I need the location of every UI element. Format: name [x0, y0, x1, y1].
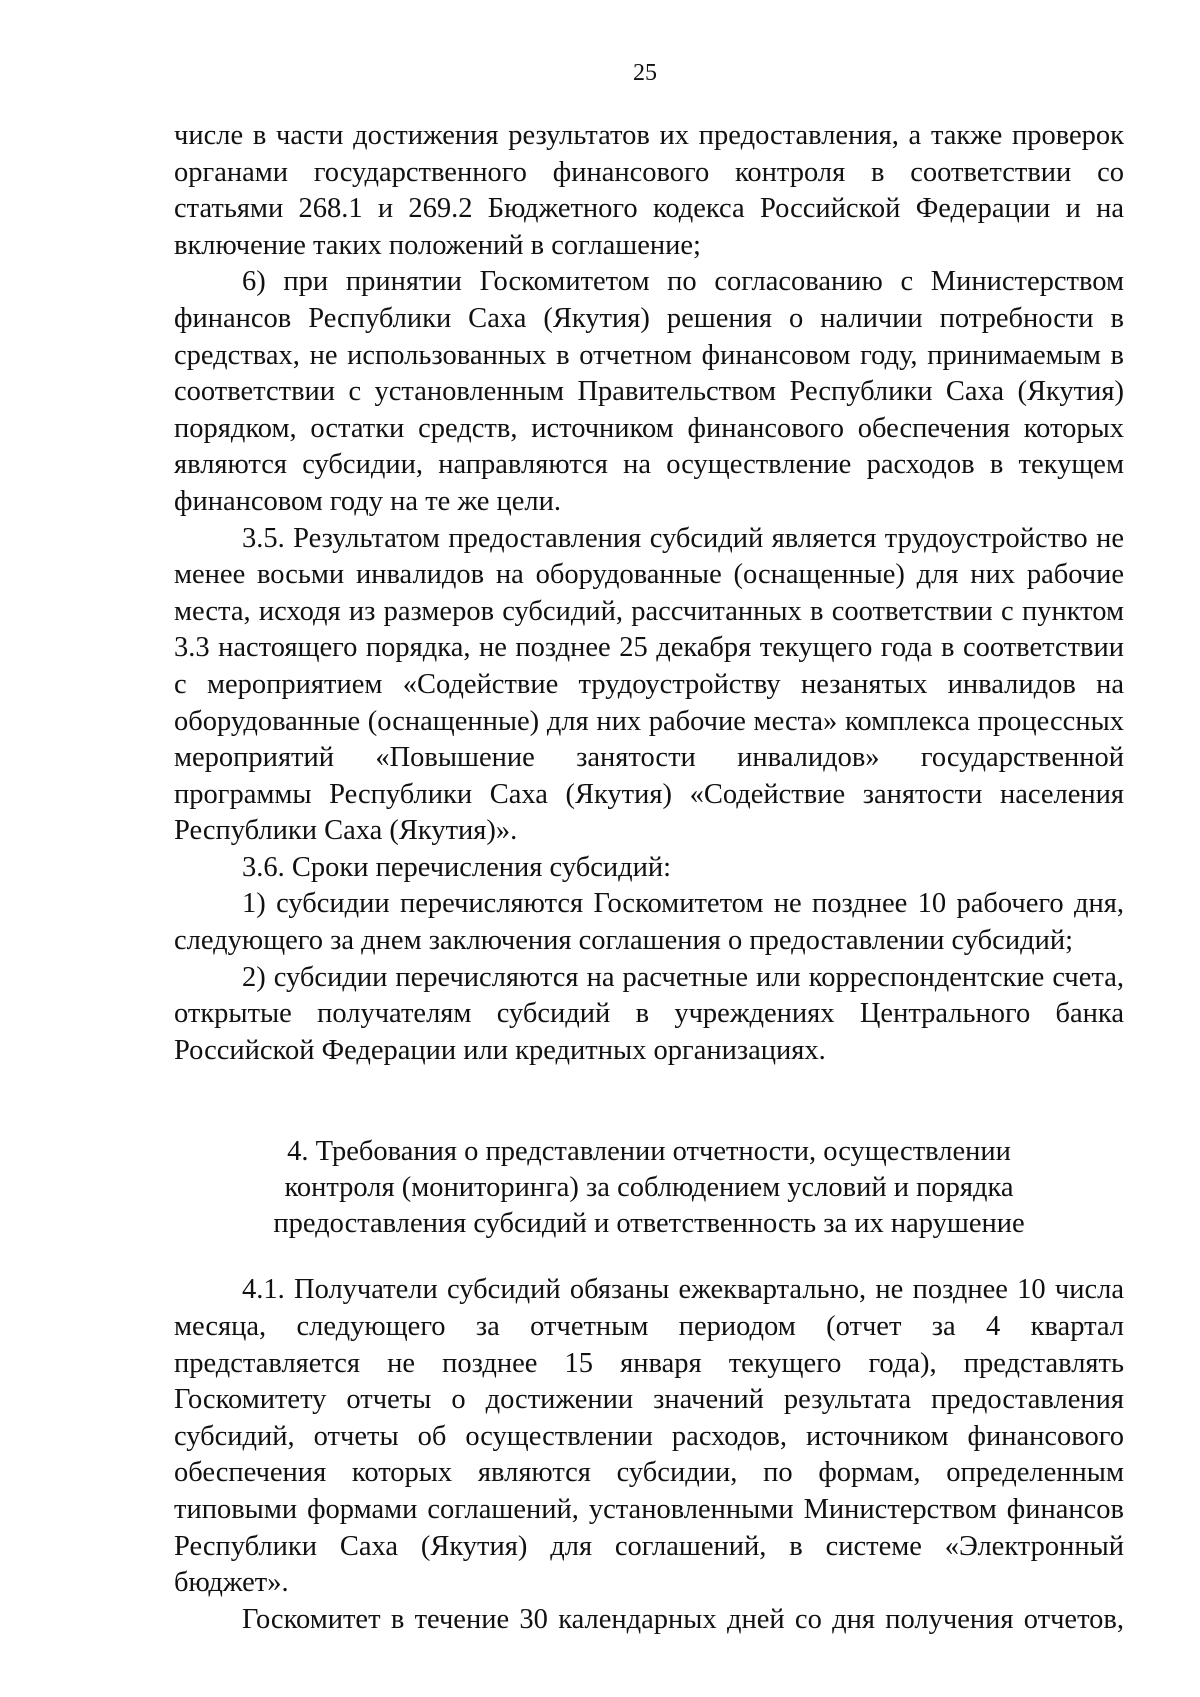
paragraph: 6) при принятии Госкомитетом по согласованию с Министерством финансов Республики Саха (Якутия) решения о наличии потребности в средствах, не использованных в отчетном финансовом году, принимаемым в соответствии с установленным Правительством Республики Саха (Якутия) порядком, остатки средств, источником финансового обеспечения которых являются субсидии, направляются на осуществление расходов в текущем финансовом году на те же цели.: [174, 266, 1124, 517]
paragraph: 3.6. Сроки перечисления субсидий:: [242, 851, 672, 883]
section-heading-line: предоставления субсидий и ответственность за их нарушение: [273, 1208, 1025, 1240]
section-heading-line: 4. Требования о представлении отчетности, осуществлении: [287, 1136, 1011, 1168]
paragraph: 3.5. Результатом предоставления субсидий является трудоустройство не менее восьми инвалидов на оборудованные (оснащенные) для них рабочие места, исходя из размеров субсидий, рассчитанных в соответствии с пунктом 3.3 настоящего порядка, не позднее 25 декабря текущего года в соответствии с мероприятием «Содействие трудоустройству незанятых инвалидов на оборудованные (оснащенные) для них рабочие места» комплекса процессных мероприятий «Повышение занятости инвалидов» государственной программы Республики Саха (Якутия) «Содействие занятости населения Республики Саха (Якутия)».: [174, 522, 1124, 847]
paragraph: 1) субсидии перечисляются Госкомитетом не позднее 10 рабочего дня, следующего за днем заключения соглашения о предоставлении субсидий;: [174, 888, 1124, 957]
paragraph: 4.1. Получатели субсидий обязаны ежеквартально, не позднее 10 числа месяца, следующего за отчетным периодом (отчет за 4 квартал представляется не позднее 15 января текущего года), представлять Госкомитету отчеты о достижении значений результата предоставления субсидий, отчеты об осуществлении расходов, источником финансового обеспечения которых являются субсидии, по формам, определенным типовыми формами соглашений, установленными Министерством финансов Республики Саха (Якутия) для соглашений, в системе «Электронный бюджет».: [174, 1274, 1124, 1599]
section-heading-line: контроля (мониторинга) за соблюдением условий и порядка: [284, 1172, 1014, 1204]
document-body: [174, 118, 1124, 1638]
section-heading: [174, 1134, 1124, 1242]
paragraph: Госкомитет в течение 30 календарных дней со дня получения отчетов,: [242, 1603, 1124, 1635]
paragraph: числе в части достижения результатов их предоставления, а также проверок органами государственного финансового контроля в соответствии со статьями 268.1 и 269.2 Бюджетного кодекса Российской Федерации и на включение таких положений в соглашение;: [174, 120, 1124, 261]
page-number: 25: [633, 60, 657, 86]
paragraph: 2) субсидии перечисляются на расчетные или корреспондентские счета, открытые получателям субсидий в учреждениях Центрального банка Российской Федерации или кредитных организациях.: [174, 961, 1124, 1066]
